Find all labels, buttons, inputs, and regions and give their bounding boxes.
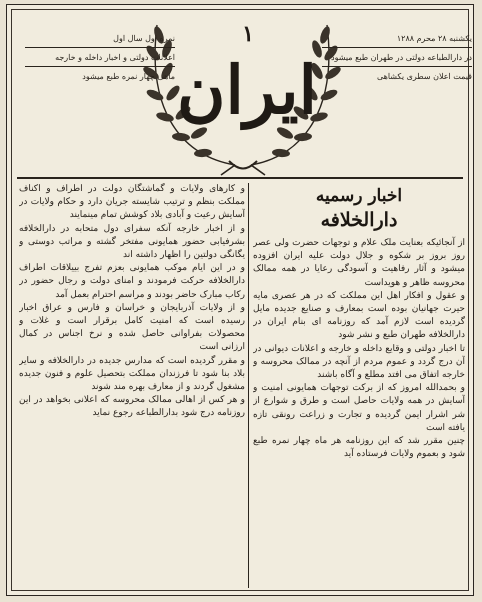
masthead-left-info	[25, 31, 175, 84]
right-column	[253, 183, 465, 588]
masthead-left-line-1: نمره اول سال اول	[113, 34, 175, 43]
logo-number: ۱	[242, 21, 254, 47]
right-paragraph: و عقول و افکار اهل این مملکت که در هر عصری مایه حیرت جهانیان بوده است بمعارف و صنایع جدیده مایل گردیده است لازم آمد که روزنامه ای بنام ایران در دارالخلافه طهران طبع و نشر شود	[253, 290, 465, 341]
masthead-right-line-3: قیمت اعلان سطری یکشاهی	[376, 72, 472, 81]
masthead-left-line-2: اعلانات دولتی و اخبار داخله و خارجه	[55, 53, 175, 62]
ribbon-tails	[221, 165, 265, 175]
section-heading-official-news: اخبار رسمیه	[315, 186, 403, 206]
right-paragraph: از آنجائیکه بعنایت ملک علام و توجهات حضرت ولی عصر روز بروز بر شکوه و جلال دولت علیه ایران افزوده میشود و آثار رفاهیت و آسودگی رعایا در همه ممالک محروسه ظاهر و هویداست	[253, 238, 465, 288]
left-paragraph: و از اخبار خارجه آنکه سفرای دول متحابه در دارالخلافه بشرفیابی حضور همایونی مفتخر گشته و مراتب دوستی و یگانگی دولتین را اظهار داشته اند	[19, 223, 245, 261]
masthead-right-line-2: در دارالطباعه دولتی در طهران طبع میشود	[331, 53, 472, 62]
left-column	[19, 183, 245, 588]
ribbon-bow	[229, 161, 257, 169]
newspaper-logo: ایران	[177, 51, 317, 129]
masthead-right-line-1: یکشنبه ۲۸ محرم ۱۲۸۸	[396, 34, 472, 43]
left-paragraph: و هر کس از اهالی ممالک محروسه که اعلانی بخواهد در این روزنامه درج شود بدارالطباعه رجوع نماید	[19, 395, 245, 419]
left-paragraph: و کارهای ولایات و گماشتگان دولت در اطراف و اکناف مملکت بنظم و ترتیب شایسته جریان دارد و حکام ولایات در آسایش رعیت و آبادی بلاد کوشش تمام مینمایند	[19, 184, 245, 221]
right-paragraph: چنین مقرر شد که این روزنامه هر ماه چهار نمره طبع شود و بعموم ولایات فرستاده آید	[253, 436, 465, 460]
right-paragraph: و بحمدالله امروز که از برکت توجهات همایونی امنیت و آسایش در همه ولایات حاصل است و طرق و شوارع از شر اشرار ایمن گردیده و تجارت و زراعت رونقی تازه یافته است	[253, 383, 465, 433]
newspaper-page	[6, 4, 474, 596]
left-paragraph: و در این ایام موکب همایونی بعزم تفرج بییلاقات اطراف دارالخلافه حرکت فرمودند و امنای دولت و رجال حضور در رکاب مبارک حاضر بودند و مراسم احترام بعمل آمد	[19, 263, 245, 300]
masthead-separator	[17, 177, 463, 179]
masthead	[7, 5, 473, 177]
right-paragraph: تا اخبار دولتی و وقایع داخله و خارجه و اعلانات دیوانی در آن درج گردد و عموم مردم از آنچه در ممالک محروسه و خارجه اتفاق می افتد مطلع و آگاه باشند	[253, 343, 465, 381]
left-paragraph: و مقرر گردیده است که مدارس جدیده در دارالخلافه و سایر بلاد بنا شود تا فرزندان مملکت بتحصیل علوم و فنون جدیده مشغول گردند و از معارف بهره مند شوند	[19, 355, 245, 393]
masthead-right-info	[322, 31, 472, 84]
masthead-left-line-3: ماهی چهار نمره طبع میشود	[82, 72, 175, 81]
column-divider	[248, 183, 249, 588]
section-subheading: دارالخلافه	[320, 209, 398, 231]
left-paragraph: و از ولایات آذربایجان و خراسان و فارس و عراق اخبار رسیده است که امنیت کامل برقرار است و غلات و محصولات بفراوانی حاصل شده و نرخ اجناس در کمال ارزانی است	[19, 302, 245, 353]
